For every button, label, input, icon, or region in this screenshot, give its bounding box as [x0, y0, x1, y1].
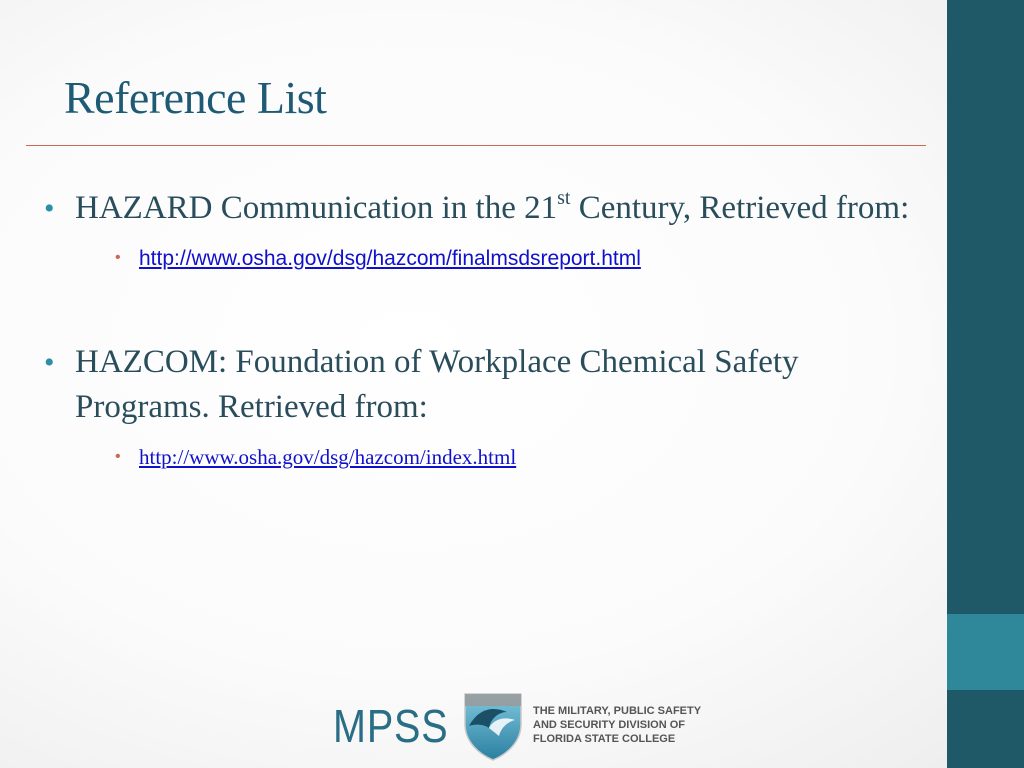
bullet-icon: •: [44, 192, 55, 225]
logo-caption: THE MILITARY, PUBLIC SAFETY AND SECURITY DIVISION OF FLORIDA STATE COLLEGE: [533, 705, 702, 745]
reference-list: [44, 186, 934, 470]
reference-link[interactable]: http://www.osha.gov/dsg/hazcom/index.html: [139, 445, 517, 469]
reference-title: HAZARD Communication in the 21st Century, Retrieved from:: [75, 187, 910, 226]
logo-acronym: MPSS: [333, 700, 449, 752]
reference-item: [44, 340, 934, 470]
title-divider: [26, 145, 926, 146]
shield-wave-icon: [463, 690, 523, 762]
bullet-icon: •: [44, 346, 55, 379]
sidebar-accent-block: [947, 614, 1024, 690]
reference-title: HAZCOM: Foundation of Workplace Chemical Safety Programs. Retrieved from:: [75, 344, 799, 425]
slide-title: Reference List: [64, 72, 327, 123]
reference-link-item: [75, 245, 934, 272]
reference-link[interactable]: http://www.osha.gov/dsg/hazcom/finalmsdsreport.html: [139, 247, 641, 270]
reference-item: [44, 186, 934, 272]
sub-bullet-icon: •: [115, 249, 121, 266]
reference-link-item: [75, 444, 934, 470]
sub-bullet-icon: •: [115, 448, 121, 465]
mpss-logo: [333, 690, 702, 762]
